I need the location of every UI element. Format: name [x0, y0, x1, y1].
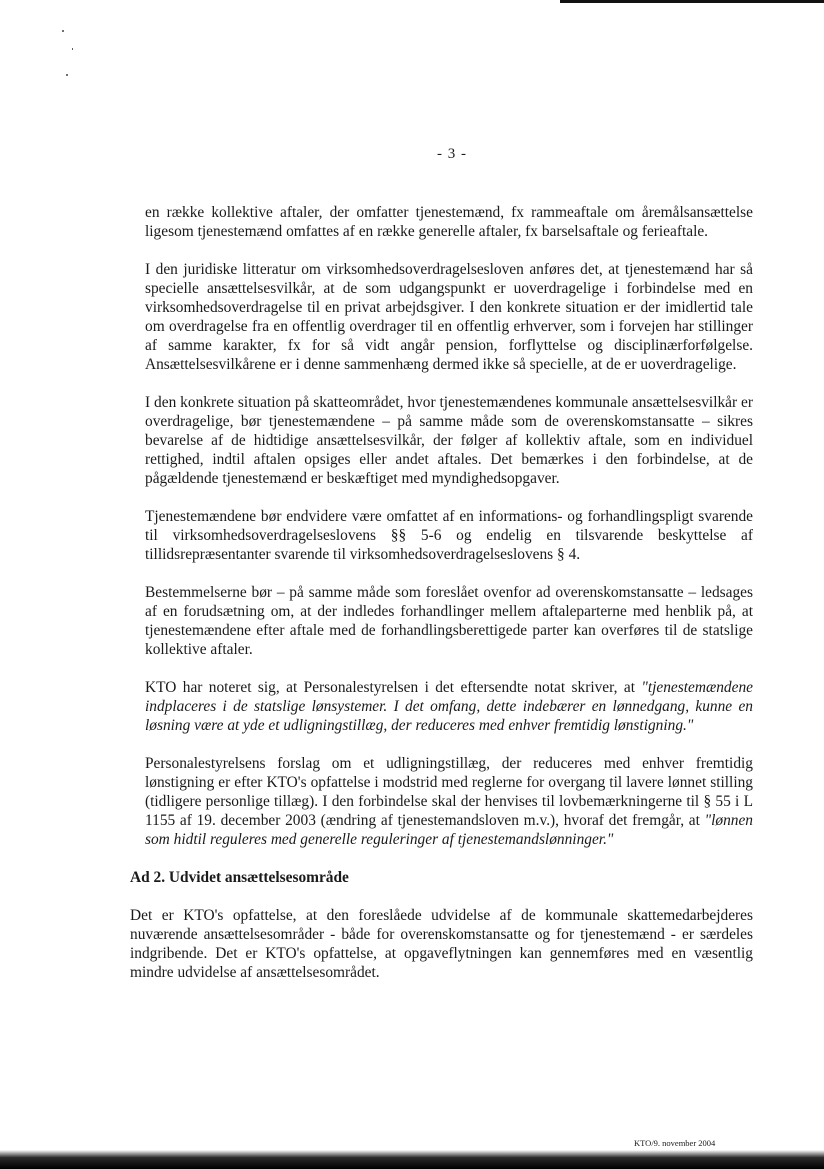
section-ad-2 [130, 868, 753, 982]
paragraph-5: Bestemmelserne bør – på samme måde som foreslået ovenfor ad overenskomstansatte – ledsages af en forudsætning om, at der indledes forhandlinger mellem aftaleparterne med henblik på, at tjenestemændene efter aftale med de forhandlingsberettigede parter kan overføres til de statslige kollektive aftaler. [145, 584, 753, 658]
scan-edge-top [560, 0, 824, 3]
paragraph-7 [145, 754, 753, 849]
paragraph-6-lead: KTO har noteret sig, at Personalestyrelsen i det eftersendte notat skriver, at [145, 679, 642, 696]
paragraph-7-quote: "lønnen som hidtil reguleres med generelle reguleringer af tjenestemandslønninger." [145, 812, 753, 848]
section-heading: Ad 2. Udvidet ansættelsesområde [130, 869, 349, 886]
paragraph-4: Tjenestemændene bør endvidere være omfattet af en informations- og forhandlingspligt svarende til virksomhedsoverdragelseslovens §§ 5-6 og endelig en tilsvarende beskyttelse af tillidsrepræsentanter svarende til virksomhedsoverdragelseslovens § 4. [145, 508, 753, 563]
scan-edge-bottom [0, 1150, 824, 1169]
scan-speck [66, 74, 68, 76]
paragraph-1: en række kollektive aftaler, der omfatter tjenestemænd, fx rammeaftale om åremålsansættelse ligesom tjenestemænd omfattes af en række generelle aftaler, fx barselsaftale og ferieaftale. [145, 204, 753, 240]
paragraph-2: I den juridiske litteratur om virksomhedsoverdragelsesloven anføres det, at tjenestemænd har så specielle ansættelsesvilkår, at de som udgangspunkt er uoverdragelige i forbindelse med en virksomhedsoverdragelse til en privat arbejdsgiver. I den konkrete situation er der imidlertid tale om overdragelse fra en offentlig overdrager til en offentlig erhverver, som i forvejen har stillinger af samme karakter, fx for så vidt angår pension, forflyttelse og disciplinærforfølgelse. Ansættelsesvilkårene er i denne sammenhæng dermed ikke så specielle, at de er uoverdragelige. [145, 261, 753, 373]
scan-speck [72, 48, 73, 50]
section-paragraph: Det er KTO's opfattelse, at den foreslåede udvidelse af de kommunale skattemedarbejderes nuværende ansættelsesområder - både for overenskomstansatte og for tjenestemænd - er særdeles indgribende. Det er KTO's opfattelse, at opgaveflytningen kan gennemføres med en væsentlig mindre udvidelse af ansættelsesområdet. [130, 907, 753, 981]
page-number: - 3 - [437, 146, 467, 162]
scan-speck [62, 30, 64, 32]
paragraph-6-quote: "tjenestemændene indplaceres i de statslige lønsystemer. I det omfang, dette indebærer en lønnedgang, kunne en løsning være at yde et udligningstillæg, der reduceres med enhver fremtidig lønstigning." [145, 679, 753, 734]
paragraph-7-lead: Personalestyrelsens forslag om et udligningstillæg, der reduceres med enhver fremtidig lønstigning er efter KTO's opfattelse i modstrid med reglerne for overgang til lavere lønnet stilling (tidligere personlige tillæg). I den forbindelse skal der henvises til lovbemærkningerne til § 55 i L 1155 af 19. december 2003 (ændring af tjenestemandsloven m.v.), hvoraf det fremgår, at [145, 755, 753, 829]
paragraph-3: I den konkrete situation på skatteområdet, hvor tjenestemændenes kommunale ansættelsesvilkår er overdragelige, bør tjenestemændene – på samme måde som de overenskomstansatte – sikres bevarelse af de hidtidige ansættelsesvilkår, der følger af kollektiv aftale, som en individuel rettighed, indtil aftalen opsiges eller andet aftales. Det bemærkes i den forbindelse, at de pågældende tjenestemænd er beskæftiget med myndighedsopgaver. [145, 394, 753, 487]
footer-date: KTO/9. november 2004 [634, 1138, 716, 1148]
paragraph-6 [145, 678, 753, 735]
document-body [130, 203, 753, 1001]
